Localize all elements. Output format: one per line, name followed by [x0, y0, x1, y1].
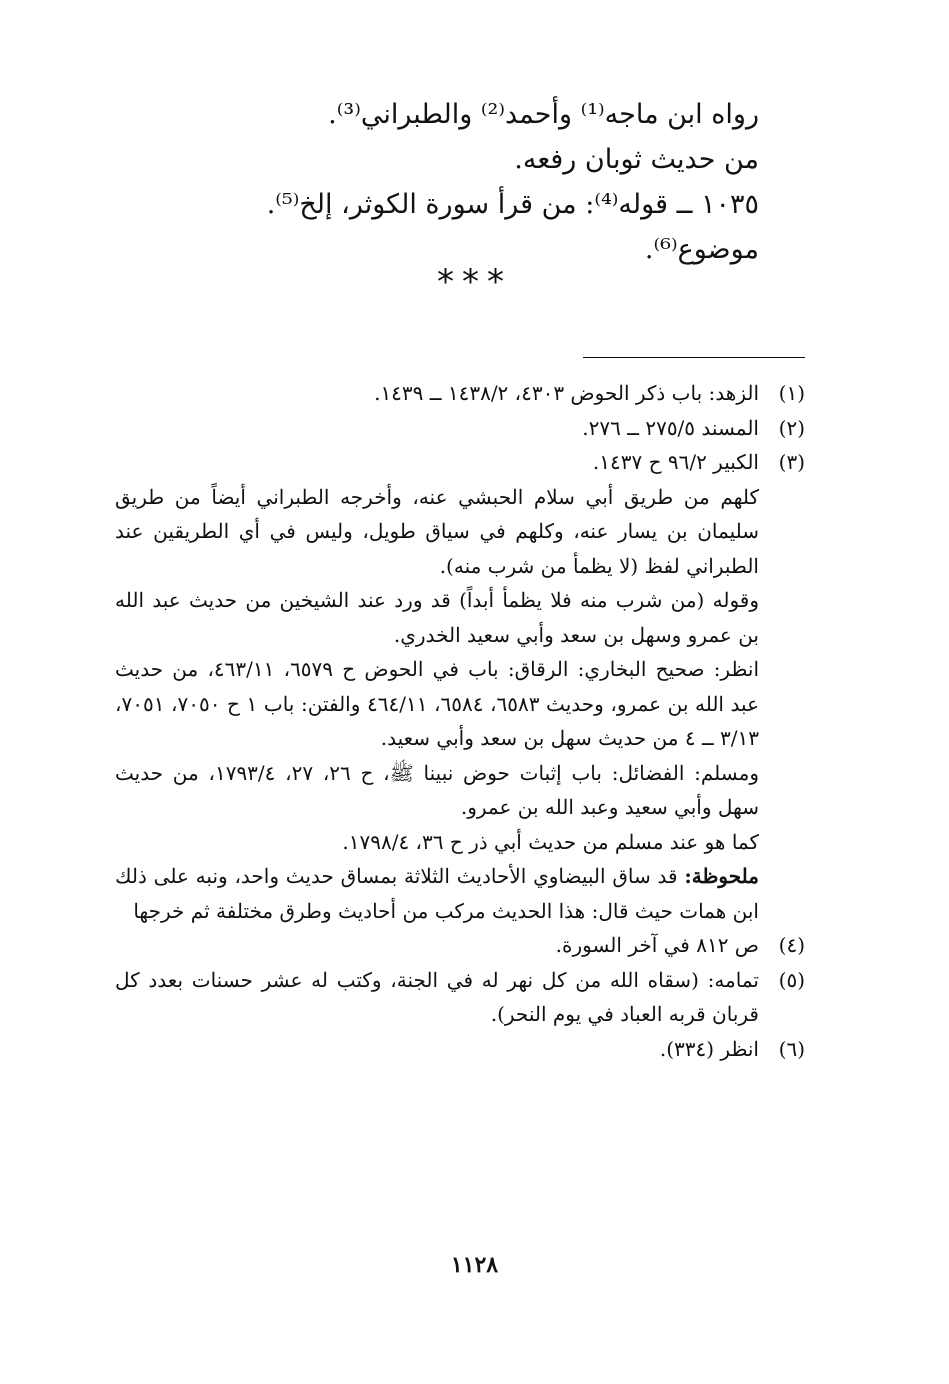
footnote-body	[115, 445, 759, 928]
footnote	[115, 963, 805, 1032]
footnote-number: (٢)	[778, 415, 805, 440]
remark-label: ملحوظة:	[684, 864, 759, 888]
footnote-body	[115, 1032, 759, 1067]
footnote-paragraph: انظر (٣٣٤).	[659, 1036, 759, 1061]
footnote-body	[115, 376, 759, 411]
section-separator: ***	[437, 262, 512, 302]
footnote-number: (٥)	[778, 967, 805, 992]
footnote-paragraph: الكبير ٩٦/٢ ح ١٤٣٧.	[592, 450, 759, 474]
footnote	[115, 411, 805, 446]
footnote-rule	[583, 357, 805, 358]
footnote-paragraph: كما هو عند مسلم من حديث أبي ذر ح ٣٦، ١٧٩٨/٤.	[342, 829, 759, 854]
main-line: ١٠٣٥ ــ قوله⁽⁴⁾: من قرأ سورة الكوثر، إلخ⁽⁵⁾.	[266, 189, 759, 220]
main-line: موضوع⁽⁶⁾.	[644, 234, 759, 265]
footnote-paragraph: المسند ٢٧٥/٥ ــ ٢٧٦.	[582, 415, 759, 440]
footnote-paragraph: تمامه: (سقاه الله من كل نهر له في الجنة، وكتب له عشر حسنات بعدد كل قربان قربه العباد في يوم النحر).	[115, 967, 759, 1026]
main-line: رواه ابن ماجه⁽¹⁾ وأحمد⁽²⁾ والطبراني⁽³⁾.	[328, 99, 759, 130]
footnote-remark	[115, 859, 759, 928]
footnote-paragraph: ص ٨١٢ في آخر السورة.	[555, 933, 759, 957]
footnote-number: (٣)	[778, 450, 805, 474]
footnote-paragraph: وقوله (من شرب منه فلا يظمأ أبداً) قد ورد عند الشيخين من حديث عبد الله بن عمرو وسهل بن سعد وأبي سعيد الخدري.	[115, 588, 759, 647]
footnote	[115, 928, 805, 963]
footnote-number: (٤)	[778, 933, 805, 957]
footnote-paragraph: كلهم من طريق أبي سلام الحبشي عنه، وأخرجه الطبراني أيضاً من طريق سليمان بن يسار عنه، وكلهم في سياق طويل، وليس في أي الطريقين عند الطبراني لفظ (لا يظمأ من شرب منه).	[115, 484, 759, 578]
footnote-paragraph: انظر: صحيح البخاري: الرقاق: باب في الحوض ح ٦٥٧٩، ٤٦٣/١١، من حديث عبد الله بن عمرو، وحديث ٦٥٨٣، ٦٥٨٤، ٤٦٤/١١ والفتن: باب ١ ح ٧٠٥٠، ٧٠٥١، ٣/١٣ ــ ٤ من حديث سهل بن سعد وأبي سعيد.	[115, 657, 760, 750]
footnote-number: (٦)	[778, 1036, 805, 1061]
footnote-body	[115, 928, 759, 963]
footnote	[115, 445, 805, 928]
footnote-number: (١)	[778, 381, 805, 405]
footnote	[115, 376, 805, 411]
page-number: ١١٢٨	[450, 1252, 499, 1278]
footnote-body	[115, 963, 759, 1032]
main-text	[159, 92, 759, 272]
footnote-body	[115, 411, 759, 446]
footnote-paragraph: ومسلم: الفضائل: باب إثبات حوض نبينا ﷺ، ح ٢٦، ٢٧، ١٧٩٣/٤، من حديث سهل وأبي سعيد وعبد الله بن عمرو.	[115, 760, 759, 819]
footnote-paragraph: الزهد: باب ذكر الحوض ٤٣٠٣، ١٤٣٨/٢ ــ ١٤٣٩.	[374, 381, 759, 405]
footnote	[115, 1032, 805, 1067]
remark-text: قد ساق البيضاوي الأحاديث الثلاثة بمساق حديث واحد، ونبه على ذلك ابن همات حيث قال: هذا الحديث مركب من أحاديث وطرق مختلفة ثم خرجها	[115, 864, 759, 923]
main-line: من حديث ثوبان رفعه.	[514, 144, 759, 175]
footnotes	[115, 376, 805, 1066]
